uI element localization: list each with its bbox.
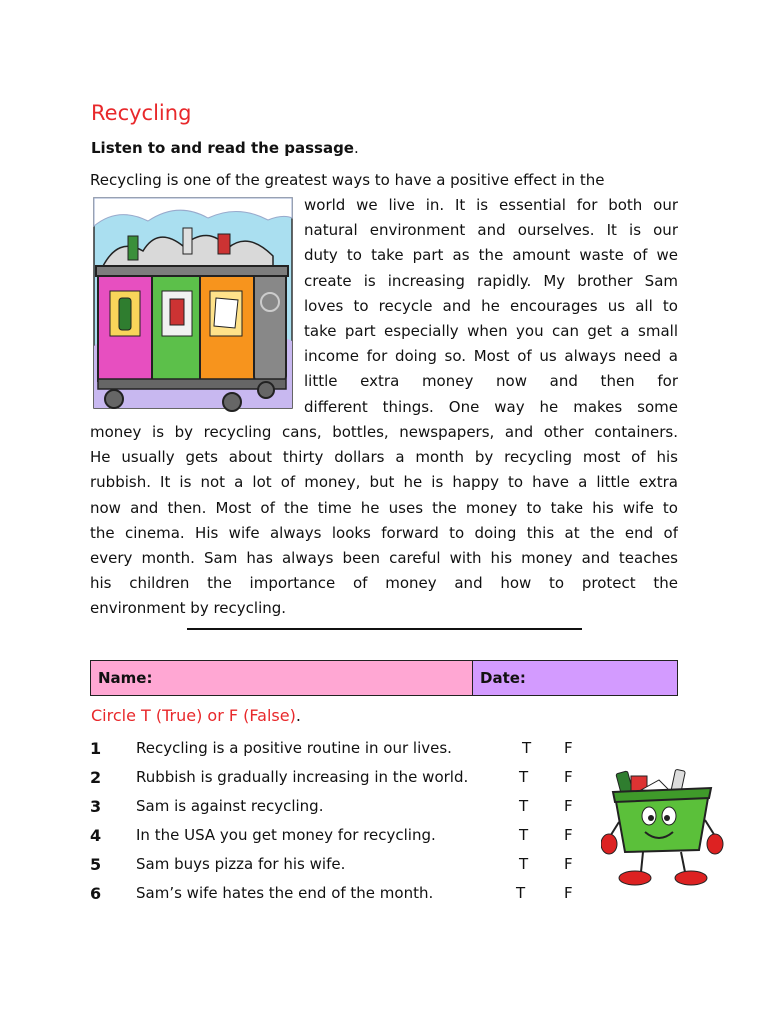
question-row — [90, 735, 590, 764]
question-number: 4 — [90, 826, 102, 845]
passage-line: Recycling is one of the greatest ways to have a positive effect in the — [90, 171, 605, 189]
date-label: Date: — [480, 669, 526, 687]
passage-line: environment by recycling. — [90, 599, 287, 618]
passage-line: create is increasing rapidly. My brother Sam — [304, 271, 678, 290]
question-number: 2 — [90, 768, 102, 787]
true-false-instruction — [91, 706, 301, 725]
passage-line: rubbish. It is not a lot of money, but he is happy to have a little extra — [90, 473, 678, 492]
true-option[interactable]: T — [516, 884, 526, 902]
question-row — [90, 822, 590, 851]
passage-bottom — [90, 420, 678, 622]
passage-line: his children the importance of money and how to protect the — [90, 574, 678, 593]
question-row — [90, 764, 590, 793]
question-list — [90, 735, 590, 909]
true-false-instruction-text: Circle T (True) or F (False) — [91, 706, 296, 725]
name-label: Name: — [98, 669, 153, 687]
question-row — [90, 851, 590, 880]
question-number: 6 — [90, 884, 102, 903]
passage-line: now and then. Most of the time he uses the money to take his wife to — [90, 498, 678, 517]
passage-line: the cinema. His wife always looks forward to doing this at the end of — [90, 523, 678, 542]
passage-line: income for doing so. Most of us always need a — [304, 347, 678, 366]
passage-line: every month. Sam has always been careful with his money and teaches — [90, 549, 678, 568]
true-false-instruction-period: . — [295, 706, 301, 725]
question-text: Sam is against recycling. — [136, 797, 324, 815]
recycling-bins-illustration — [88, 196, 298, 416]
false-option[interactable]: F — [564, 797, 573, 815]
recycling-bin-character-illustration — [601, 766, 725, 894]
instruction-line — [91, 139, 359, 157]
question-row — [90, 793, 590, 822]
worksheet-title: Recycling — [91, 101, 192, 125]
instruction-period: . — [353, 139, 359, 157]
false-option[interactable]: F — [564, 855, 573, 873]
passage-line: world we live in. It is essential for both our — [304, 196, 678, 214]
passage-line: He usually gets about thirty dollars a month by recycling most of his — [90, 448, 678, 467]
name-date-table — [90, 660, 678, 696]
question-row — [90, 880, 590, 909]
passage-top — [90, 168, 678, 193]
passage-line: loves to recycle and he encourages us all to — [304, 296, 678, 315]
date-field[interactable] — [473, 661, 677, 695]
true-option[interactable]: T — [519, 797, 529, 815]
question-text: Sam buys pizza for his wife. — [136, 855, 346, 873]
passage-wrapped — [304, 193, 678, 420]
question-text: Rubbish is gradually increasing in the world. — [136, 768, 469, 786]
false-option[interactable]: F — [564, 884, 573, 902]
question-number: 3 — [90, 797, 102, 816]
passage-line: take part especially when you can get a small — [304, 322, 678, 341]
name-field[interactable] — [91, 661, 473, 695]
false-option[interactable]: F — [564, 739, 573, 757]
false-option[interactable]: F — [564, 768, 573, 786]
passage-line: little extra money now and then for — [304, 372, 678, 391]
true-option[interactable]: T — [522, 739, 532, 757]
passage-line: different things. One way he makes some — [304, 397, 678, 416]
true-option[interactable]: T — [519, 855, 529, 873]
false-option[interactable]: F — [564, 826, 573, 844]
passage-line: money is by recycling cans, bottles, newspapers, and other containers. — [90, 423, 678, 441]
passage-line: natural environment and ourselves. It is our — [304, 221, 678, 240]
question-number: 1 — [90, 739, 102, 758]
true-option[interactable]: T — [519, 826, 529, 844]
true-option[interactable]: T — [519, 768, 529, 786]
question-text: In the USA you get money for recycling. — [136, 826, 436, 844]
passage-line: duty to take part as the amount waste of we — [304, 246, 678, 265]
instruction-text: Listen to and read the passage — [91, 139, 354, 157]
section-divider — [187, 628, 582, 630]
question-text: Recycling is a positive routine in our lives. — [136, 739, 452, 757]
question-number: 5 — [90, 855, 102, 874]
question-text: Sam’s wife hates the end of the month. — [136, 884, 434, 902]
